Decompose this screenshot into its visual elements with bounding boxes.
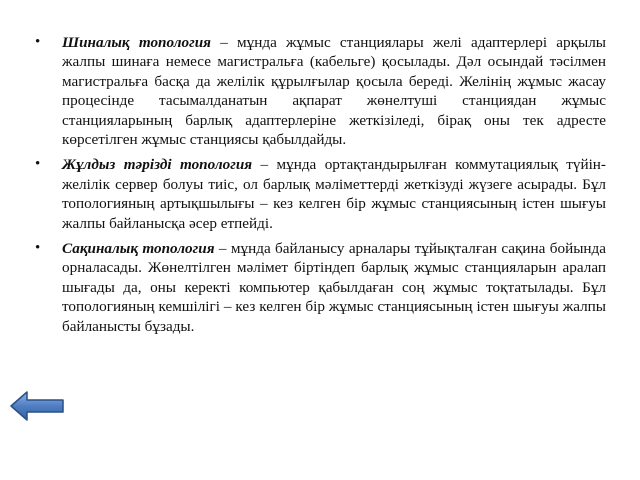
description-star-topology: – мұнда ортақтандырылған коммутациялық түйін-желілік сервер болуы тиіс, ол барлық мәліметтерді жеткізуді жүзеге асырады. Бұл топологияның артықшылығы – кез келген бір жұмыс станциясының істен шығуы жалпы байланысқа әсер етпейді.	[62, 156, 606, 232]
left-arrow-icon	[9, 389, 65, 423]
bullet-icon: •	[35, 240, 41, 257]
term-star-topology: Жұлдыз тәрізді топология	[62, 156, 253, 174]
list-item-ring-topology	[34, 239, 606, 336]
back-button[interactable]	[9, 389, 65, 423]
list-item-star-topology	[34, 155, 606, 233]
description-ring-topology: – мұнда байланысу арналары тұйықталған сақина бойында орналасады. Жөнелтілген мәлімет біртіндеп барлық жұмыс станцияларын аралап шығады да, оны керекті компьютер қабылдаған соң жұмыс тоқтатылады. Бұл топологияның кемшілігі – кез келген бір жұмыс станциясының істен шығуы жалпы байланысты бұзады.	[62, 240, 606, 335]
list-item-bus-topology	[34, 33, 606, 149]
bullet-list	[34, 33, 606, 342]
term-bus-topology: Шиналық топология	[62, 34, 211, 51]
term-ring-topology: Сақиналық топология	[62, 240, 215, 258]
bullet-icon: •	[35, 34, 41, 50]
bullet-icon: •	[35, 156, 41, 173]
description-bus-topology: – мұнда жұмыс станциялары желі адаптерлері арқылы жалпы шинаға немесе магистральға (кабельге) қосылады. Дәл осындай тәсілмен магистральға басқа да желілік құрылғылар қосыла береді. Желінің жұмыс жасау процесінде тасымалданатын ақпарат жөнелтуші станциядан жұмыс станцияларының барлық адаптерлеріне жеткізіледі, бірақ оны тек адресте көрсетілген жұмыс станциясы қабылдайды.	[62, 34, 606, 149]
